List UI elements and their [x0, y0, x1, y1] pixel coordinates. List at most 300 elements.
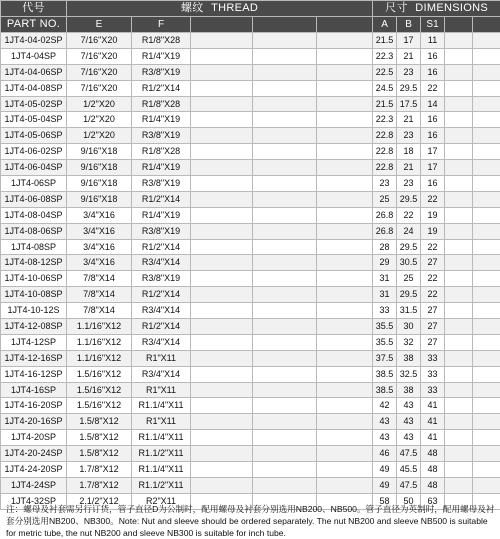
col-b-header: B: [397, 17, 421, 33]
thread-e-cell: 7/8"X14: [67, 271, 132, 287]
col-s1-header: S1: [421, 17, 445, 33]
table-row: [1, 382, 500, 398]
dim-s1-cell: 27: [421, 303, 445, 319]
blank-cell: [191, 430, 253, 446]
blank-cell: [445, 334, 473, 350]
thread-f-cell: R3/4"X14: [132, 255, 191, 271]
blank-cell: [317, 144, 373, 160]
thread-f-cell: R1.1/2"X11: [132, 446, 191, 462]
blank-cell: [445, 255, 473, 271]
blank-cell: [445, 382, 473, 398]
part-number-cell: 1JT4-16-12SP: [1, 366, 67, 382]
blank-cell: [445, 477, 473, 493]
table-row: [1, 271, 500, 287]
blank-cell: [191, 144, 253, 160]
blank-cell: [473, 48, 500, 64]
blank-cell: [191, 398, 253, 414]
thread-e-cell: 7/8"X14: [67, 287, 132, 303]
blank-cell: [253, 223, 317, 239]
dim-b-cell: 29.5: [397, 287, 421, 303]
dim-b-cell: 23: [397, 176, 421, 192]
dim-s1-cell: 33: [421, 382, 445, 398]
blank-cell: [445, 207, 473, 223]
thread-f-cell: R2"X11: [132, 493, 191, 509]
dim-b-cell: 30: [397, 319, 421, 335]
blank-cell: [317, 271, 373, 287]
blank-cell: [253, 319, 317, 335]
blank-cell: [445, 366, 473, 382]
blank-cell: [317, 128, 373, 144]
blank-cell: [191, 446, 253, 462]
blank-cell: [473, 223, 500, 239]
dim-a-cell: 43: [373, 430, 397, 446]
blank-cell: [253, 446, 317, 462]
blank-cell: [473, 398, 500, 414]
blank-cell: [191, 303, 253, 319]
dim-b-cell: 30.5: [397, 255, 421, 271]
table-row: [1, 239, 500, 255]
table-row: [1, 176, 500, 192]
dim-a-cell: 23: [373, 176, 397, 192]
dim-a-cell: 29: [373, 255, 397, 271]
dim-a-cell: 21.5: [373, 33, 397, 49]
table-body: [1, 33, 500, 510]
blank-cell: [473, 33, 500, 49]
dim-s1-cell: 48: [421, 462, 445, 478]
thread-e-cell: 3/4"X16: [67, 239, 132, 255]
blank-cell: [473, 144, 500, 160]
thread-f-cell: R1/2"X14: [132, 191, 191, 207]
dim-s1-cell: 22: [421, 239, 445, 255]
thread-f-cell: R3/8"X19: [132, 128, 191, 144]
blank-cell: [473, 191, 500, 207]
dim-a-cell: 38.5: [373, 382, 397, 398]
blank-cell: [253, 112, 317, 128]
thread-e-cell: 7/16"X20: [67, 48, 132, 64]
blank-cell: [191, 239, 253, 255]
dim-b-cell: 43: [397, 398, 421, 414]
thread-f-cell: R1"X11: [132, 382, 191, 398]
blank-cell: [253, 398, 317, 414]
table-row: [1, 80, 500, 96]
part-number-cell: 1JT4-04-08SP: [1, 80, 67, 96]
table-row: [1, 477, 500, 493]
thread-f-cell: R1/4"X19: [132, 160, 191, 176]
thread-e-cell: 1.1/16"X12: [67, 350, 132, 366]
thread-e-cell: 1.1/16"X12: [67, 334, 132, 350]
dim-b-cell: 21: [397, 48, 421, 64]
dim-a-cell: 24.5: [373, 80, 397, 96]
blank-cell: [253, 414, 317, 430]
table-row: [1, 112, 500, 128]
dim-s1-cell: 41: [421, 398, 445, 414]
blank-cell: [191, 366, 253, 382]
dim-s1-cell: 22: [421, 271, 445, 287]
thread-e-cell: 1.5/8"X12: [67, 414, 132, 430]
thread-f-cell: R1"X11: [132, 414, 191, 430]
blank-cell: [191, 64, 253, 80]
blank-cell: [473, 477, 500, 493]
dim-b-cell: 23: [397, 64, 421, 80]
blank-cell: [445, 144, 473, 160]
thread-f-cell: R1/8"X28: [132, 144, 191, 160]
dim-a-cell: 43: [373, 414, 397, 430]
dim-s1-cell: 33: [421, 350, 445, 366]
blank-cell: [473, 207, 500, 223]
dim-b-cell: 23: [397, 128, 421, 144]
dim-s1-cell: 19: [421, 223, 445, 239]
part-number-cell: 1JT4-04-06SP: [1, 64, 67, 80]
dim-s1-cell: 22: [421, 191, 445, 207]
dim-a-cell: 49: [373, 462, 397, 478]
part-number-cell: 1JT4-12-16SP: [1, 350, 67, 366]
dim-a-cell: 38.5: [373, 366, 397, 382]
blank-header: [445, 17, 473, 33]
blank-cell: [445, 33, 473, 49]
dim-s1-cell: 16: [421, 48, 445, 64]
dim-s1-cell: 27: [421, 319, 445, 335]
blank-cell: [473, 430, 500, 446]
blank-cell: [473, 255, 500, 271]
dim-s1-cell: 22: [421, 80, 445, 96]
blank-cell: [253, 239, 317, 255]
dim-s1-cell: 17: [421, 144, 445, 160]
blank-cell: [191, 255, 253, 271]
thread-f-cell: R3/8"X19: [132, 271, 191, 287]
dim-s1-cell: 16: [421, 64, 445, 80]
part-number-cell: 1JT4-08-06SP: [1, 223, 67, 239]
dim-s1-cell: 22: [421, 287, 445, 303]
table-row: [1, 207, 500, 223]
table-row: [1, 33, 500, 49]
thread-f-cell: R1/2"X14: [132, 239, 191, 255]
dim-a-cell: 31: [373, 271, 397, 287]
blank-cell: [445, 303, 473, 319]
thread-e-cell: 1/2"X20: [67, 96, 132, 112]
blank-cell: [445, 414, 473, 430]
thread-f-cell: R3/4"X14: [132, 366, 191, 382]
blank-cell: [317, 414, 373, 430]
blank-cell: [445, 96, 473, 112]
dim-s1-cell: 41: [421, 414, 445, 430]
blank-cell: [191, 176, 253, 192]
blank-cell: [445, 160, 473, 176]
part-number-cell: 1JT4-10-12S: [1, 303, 67, 319]
dim-a-cell: 22.5: [373, 64, 397, 80]
part-number-cell: 1JT4-16-20SP: [1, 398, 67, 414]
blank-cell: [191, 350, 253, 366]
blank-cell: [473, 64, 500, 80]
table-row: [1, 287, 500, 303]
dim-b-cell: 38: [397, 382, 421, 398]
dim-b-cell: 22: [397, 207, 421, 223]
thread-f-cell: R1/2"X14: [132, 80, 191, 96]
dim-b-cell: 45.5: [397, 462, 421, 478]
thread-e-cell: 1.5/16"X12: [67, 366, 132, 382]
thread-f-cell: R1/2"X14: [132, 287, 191, 303]
blank-cell: [253, 430, 317, 446]
dim-b-cell: 32: [397, 334, 421, 350]
dim-a-cell: 31: [373, 287, 397, 303]
table-row: [1, 144, 500, 160]
thread-e-cell: 7/16"X20: [67, 33, 132, 49]
thread-f-cell: R1.1/4"X11: [132, 430, 191, 446]
dim-s1-cell: 63: [421, 493, 445, 509]
part-number-cell: 1JT4-08SP: [1, 239, 67, 255]
thread-e-cell: 1.7/8"X12: [67, 462, 132, 478]
blank-cell: [445, 350, 473, 366]
blank-header: [473, 17, 500, 33]
dim-s1-cell: 27: [421, 334, 445, 350]
dim-a-cell: 22.8: [373, 160, 397, 176]
part-number-cell: 1JT4-08-12SP: [1, 255, 67, 271]
footnote: 注：螺母及衬套需另行订货，管子直径D为公制时，配用螺母及衬套分别选用NB200、NB500。管子直径为英制时，配用螺母及衬套分别选用NB200、NB300。Note: Nut and sleeve should be ordered separately. The nut NB200 and sleeve NB500 is suitable for metric tube, the nut NB200 and sleeve NB300 is suitable for inch tube.: [6, 504, 495, 538]
dimensions-header: 尺寸 DIMENSIONS: [373, 1, 500, 17]
blank-cell: [445, 112, 473, 128]
thread-e-cell: 1/2"X20: [67, 128, 132, 144]
blank-cell: [191, 128, 253, 144]
blank-cell: [317, 176, 373, 192]
thread-e-cell: 2.1/2"X12: [67, 493, 132, 509]
dim-a-cell: 22.3: [373, 48, 397, 64]
dim-b-cell: 31.5: [397, 303, 421, 319]
dim-b-cell: 29.5: [397, 239, 421, 255]
blank-cell: [191, 160, 253, 176]
blank-cell: [473, 350, 500, 366]
blank-cell: [473, 96, 500, 112]
dim-s1-cell: 33: [421, 366, 445, 382]
blank-cell: [253, 350, 317, 366]
table-row: [1, 303, 500, 319]
blank-cell: [473, 319, 500, 335]
blank-cell: [445, 239, 473, 255]
dim-b-cell: 32.5: [397, 366, 421, 382]
thread-e-cell: 1.5/8"X12: [67, 430, 132, 446]
part-number-cell: 1JT4-24SP: [1, 477, 67, 493]
dim-b-cell: 50: [397, 493, 421, 509]
thread-e-cell: 9/16"X18: [67, 160, 132, 176]
thread-e-cell: 3/4"X16: [67, 223, 132, 239]
dim-s1-cell: 27: [421, 255, 445, 271]
dim-b-cell: 21: [397, 112, 421, 128]
blank-header: [317, 17, 373, 33]
part-number-cell: 1JT4-06SP: [1, 176, 67, 192]
dim-b-cell: 29.5: [397, 80, 421, 96]
blank-cell: [473, 366, 500, 382]
thread-e-cell: 1.1/16"X12: [67, 319, 132, 335]
thread-f-cell: R3/4"X14: [132, 303, 191, 319]
dim-s1-cell: 19: [421, 207, 445, 223]
dim-a-cell: 26.8: [373, 223, 397, 239]
blank-cell: [191, 33, 253, 49]
blank-cell: [191, 223, 253, 239]
table-row: [1, 96, 500, 112]
blank-cell: [445, 287, 473, 303]
blank-cell: [445, 176, 473, 192]
part-number-cell: 1JT4-24-20SP: [1, 462, 67, 478]
blank-cell: [253, 80, 317, 96]
table-row: [1, 48, 500, 64]
thread-e-cell: 1.5/16"X12: [67, 382, 132, 398]
dim-s1-cell: 48: [421, 477, 445, 493]
dim-b-cell: 25: [397, 271, 421, 287]
dim-s1-cell: 16: [421, 176, 445, 192]
blank-cell: [445, 191, 473, 207]
code-header: 代号: [1, 1, 67, 17]
part-number-cell: 1JT4-06-08SP: [1, 191, 67, 207]
dim-a-cell: 46: [373, 446, 397, 462]
blank-cell: [253, 48, 317, 64]
blank-cell: [191, 80, 253, 96]
thread-f-cell: R1/4"X19: [132, 112, 191, 128]
table-row: [1, 160, 500, 176]
blank-cell: [473, 239, 500, 255]
blank-cell: [317, 160, 373, 176]
blank-cell: [253, 287, 317, 303]
thread-f-cell: R1/8"X28: [132, 33, 191, 49]
dim-a-cell: 35.5: [373, 334, 397, 350]
blank-cell: [473, 160, 500, 176]
table-row: [1, 64, 500, 80]
col-e-header: E: [67, 17, 132, 33]
thread-e-cell: 7/16"X20: [67, 64, 132, 80]
blank-cell: [317, 96, 373, 112]
thread-e-cell: 7/16"X20: [67, 80, 132, 96]
dim-a-cell: 33: [373, 303, 397, 319]
thread-f-cell: R1/4"X19: [132, 48, 191, 64]
blank-cell: [253, 334, 317, 350]
table-row: [1, 430, 500, 446]
dim-b-cell: 47.5: [397, 446, 421, 462]
blank-cell: [317, 48, 373, 64]
dim-s1-cell: 16: [421, 112, 445, 128]
blank-cell: [253, 303, 317, 319]
col-a-header: A: [373, 17, 397, 33]
blank-cell: [253, 207, 317, 223]
blank-cell: [445, 64, 473, 80]
dim-b-cell: 17: [397, 33, 421, 49]
blank-cell: [473, 287, 500, 303]
blank-cell: [191, 271, 253, 287]
table-row: [1, 446, 500, 462]
thread-f-cell: R1"X11: [132, 350, 191, 366]
thread-f-cell: R1/2"X14: [132, 319, 191, 335]
blank-cell: [191, 382, 253, 398]
blank-cell: [473, 382, 500, 398]
table-row: [1, 334, 500, 350]
dim-a-cell: 49: [373, 477, 397, 493]
part-number-cell: 1JT4-06-04SP: [1, 160, 67, 176]
dim-a-cell: 25: [373, 191, 397, 207]
table-row: [1, 255, 500, 271]
part-number-cell: 1JT4-08-04SP: [1, 207, 67, 223]
dim-b-cell: 24: [397, 223, 421, 239]
thread-f-cell: R3/8"X19: [132, 223, 191, 239]
blank-cell: [317, 191, 373, 207]
thread-f-cell: R1.1/4"X11: [132, 398, 191, 414]
dim-a-cell: 21.5: [373, 96, 397, 112]
blank-cell: [473, 446, 500, 462]
part-number-cell: 1JT4-12SP: [1, 334, 67, 350]
blank-cell: [317, 334, 373, 350]
thread-f-cell: R1/4"X19: [132, 207, 191, 223]
blank-cell: [317, 80, 373, 96]
blank-cell: [445, 48, 473, 64]
blank-cell: [317, 477, 373, 493]
part-number-cell: 1JT4-32SP: [1, 493, 67, 509]
blank-cell: [191, 207, 253, 223]
blank-cell: [191, 334, 253, 350]
blank-cell: [253, 33, 317, 49]
blank-cell: [253, 382, 317, 398]
blank-cell: [191, 477, 253, 493]
thread-e-cell: 1/2"X20: [67, 112, 132, 128]
dim-b-cell: 17.5: [397, 96, 421, 112]
blank-cell: [317, 350, 373, 366]
table-row: [1, 462, 500, 478]
part-number-cell: 1JT4-06-02SP: [1, 144, 67, 160]
blank-cell: [445, 430, 473, 446]
blank-cell: [253, 477, 317, 493]
dim-s1-cell: 14: [421, 96, 445, 112]
table-row: [1, 366, 500, 382]
dim-a-cell: 58: [373, 493, 397, 509]
dim-a-cell: 28: [373, 239, 397, 255]
blank-cell: [473, 462, 500, 478]
blank-cell: [253, 144, 317, 160]
blank-cell: [191, 191, 253, 207]
header-row-top: [1, 1, 500, 17]
blank-cell: [253, 271, 317, 287]
blank-cell: [317, 255, 373, 271]
blank-cell: [317, 446, 373, 462]
thread-f-cell: R3/8"X19: [132, 64, 191, 80]
thread-e-cell: 7/8"X14: [67, 303, 132, 319]
table-row: [1, 191, 500, 207]
thread-f-cell: R3/8"X19: [132, 176, 191, 192]
dim-b-cell: 21: [397, 160, 421, 176]
blank-cell: [445, 128, 473, 144]
blank-cell: [317, 64, 373, 80]
dim-b-cell: 43: [397, 430, 421, 446]
blank-cell: [473, 414, 500, 430]
dim-s1-cell: 41: [421, 430, 445, 446]
col-f-header: F: [132, 17, 191, 33]
thread-f-cell: R1/8"X28: [132, 96, 191, 112]
part-number-cell: 1JT4-20-24SP: [1, 446, 67, 462]
blank-cell: [473, 176, 500, 192]
part-number-cell: 1JT4-10-08SP: [1, 287, 67, 303]
dim-s1-cell: 16: [421, 128, 445, 144]
blank-cell: [445, 462, 473, 478]
dim-a-cell: 35.5: [373, 319, 397, 335]
dim-a-cell: 37.5: [373, 350, 397, 366]
part-number-cell: 1JT4-05-02SP: [1, 96, 67, 112]
blank-cell: [317, 382, 373, 398]
blank-cell: [191, 287, 253, 303]
thread-f-cell: R1.1/4"X11: [132, 462, 191, 478]
blank-cell: [317, 33, 373, 49]
blank-cell: [253, 462, 317, 478]
blank-cell: [445, 80, 473, 96]
dim-s1-cell: 11: [421, 33, 445, 49]
blank-cell: [253, 176, 317, 192]
table-row: [1, 223, 500, 239]
table-row: [1, 350, 500, 366]
thread-e-cell: 9/16"X18: [67, 191, 132, 207]
blank-header: [191, 17, 253, 33]
blank-cell: [317, 366, 373, 382]
